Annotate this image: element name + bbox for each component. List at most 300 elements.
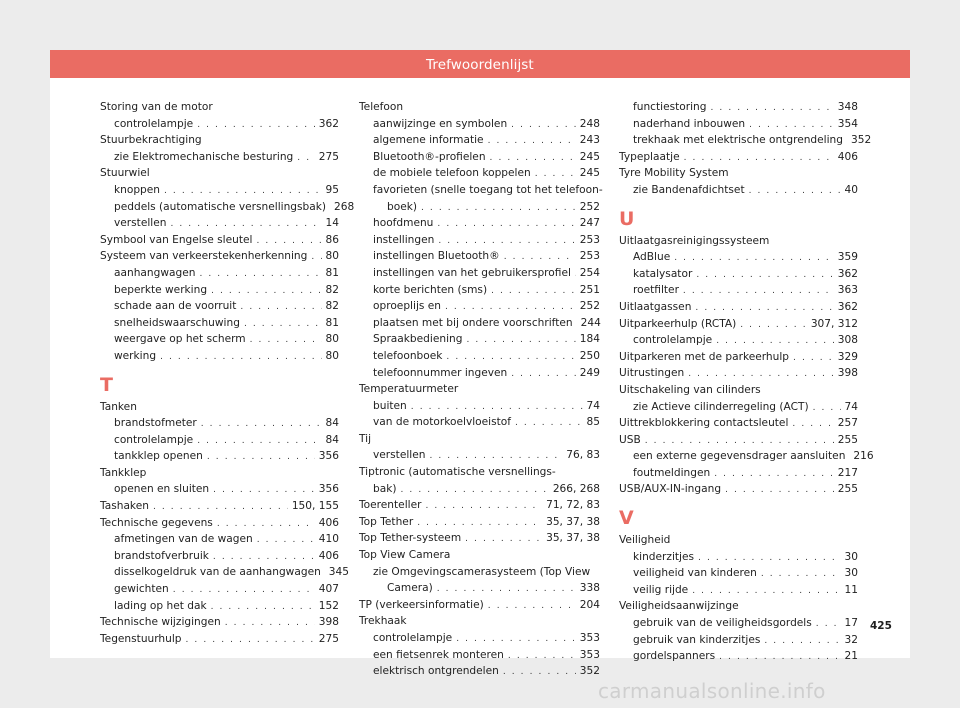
entry-text: plaatsen met bij ondere voorschriften [373,316,573,329]
index-subentry [619,249,858,266]
index-entry [619,481,858,498]
dot-leader [466,332,575,349]
entry-text: naderhand inbouwen [633,117,746,130]
dot-leader [698,550,840,567]
entry-page-ref: 217 [837,466,858,479]
index-entry [100,399,339,416]
entry-text: kinderzitjes [633,550,695,563]
entry-text: trekhaak met elektrische ontgrendeling [633,134,843,147]
entry-text: Symbool van Engelse sleutel [100,233,253,246]
page-title: Trefwoordenlijst [426,57,534,73]
entry-page-ref: 245 [579,167,600,180]
entry-text: oproeplijs en [373,300,442,313]
dot-leader [164,183,322,200]
index-subentry [100,116,339,133]
dot-leader [240,299,321,316]
dot-leader [244,316,322,333]
dot-leader [211,283,321,300]
entry-page-ref: 249 [579,366,600,379]
dot-leader [764,633,840,650]
index-entry [100,614,339,631]
index-subentry [100,432,339,449]
page-number: 425 [870,620,892,632]
dot-leader [417,515,542,532]
entry-text: zie Omgevingscamerasysteem (Top View [373,565,591,578]
index-entry [359,514,600,531]
dot-leader [488,598,576,615]
entry-page-ref: 329 [837,350,858,363]
dot-leader [740,317,807,334]
dot-leader [199,266,321,283]
dot-leader [504,249,576,266]
entry-text: Stuurbekrachtiging [100,134,202,147]
index-entry [359,464,600,481]
index-subentry [359,199,600,216]
entry-text: veiligheid van kinderen [633,567,757,580]
index-subentry [619,282,858,299]
index-subentry [100,315,339,332]
entry-page-ref: 152 [318,599,339,612]
dot-leader [714,466,834,483]
index-subentry [359,447,600,464]
entry-text: Telefoon [359,101,404,113]
entry-text: Camera) [387,582,433,595]
entry-text: Bluetooth®-profielen [373,150,486,163]
index-column-2 [359,99,603,680]
dot-leader [508,648,576,665]
entry-text: snelheidswaarschuwing [114,316,240,329]
entry-page-ref: 216 [853,450,874,463]
dot-leader [793,350,834,367]
dot-leader [761,566,841,583]
dot-leader [173,582,315,599]
entry-page-ref: 11 [844,583,858,596]
dot-leader [257,532,315,549]
index-subentry [619,648,858,665]
entry-page-ref: 257 [837,417,858,430]
entry-text: controlelampje [373,632,453,644]
entry-text: een fietsenrek monteren [373,648,504,661]
entry-text: veilig rijde [633,583,689,596]
entry-text: gordelspanners [633,650,716,663]
entry-page-ref: 255 [837,483,858,496]
entry-page-ref: 32 [844,633,858,646]
dot-leader [688,366,834,383]
index-subentry [100,564,350,581]
dot-leader [719,649,840,666]
dot-leader [445,299,576,316]
dot-leader [438,233,575,250]
entry-page-ref: 248 [579,117,600,130]
entry-page-ref: 76, 83 [566,449,600,462]
entry-text: disselkogeldruk van de aanhangwagen [114,566,321,579]
dot-leader [692,583,840,600]
entry-page-ref: 35, 37, 38 [546,532,600,545]
dot-leader [503,664,576,681]
dot-leader [421,200,576,217]
dot-leader [153,499,288,516]
entry-page-ref: 247 [579,217,600,230]
index-subentry [619,582,858,599]
index-column-3 [619,99,874,665]
entry-text: Systeem van verkeerstekenherkenning [100,250,308,263]
entry-page-ref: 81 [325,316,339,329]
entry-text: boek) [387,200,417,213]
entry-text: foutmeldingen [633,466,711,479]
entry-text: TP (verkeersinformatie) [359,598,484,611]
dot-leader [256,233,321,250]
entry-text: brandstofmeter [114,417,197,430]
dot-leader [197,117,315,134]
entry-text: Tankklep [100,466,147,479]
entry-page-ref: 71, 72, 83 [546,499,600,512]
index-subentry [100,348,339,365]
entry-text: favorieten (snelle toegang tot het telefoon- [373,183,603,196]
entry-page-ref: 17 [844,617,858,630]
dot-leader [749,117,834,134]
entry-text: functiestoring [633,101,707,113]
index-entry [619,149,858,166]
dot-leader [437,581,576,598]
index-subentry [100,298,339,315]
index-entry [100,515,339,532]
index-subentry [619,632,858,649]
entry-page-ref: 353 [579,648,600,661]
entry-text: Tashaken [100,500,149,513]
index-entry [619,165,858,182]
dot-leader [674,250,834,267]
index-subentry [619,615,858,632]
section-letter: T [100,373,113,396]
dot-leader [716,333,834,350]
entry-text: afmetingen van de wagen [114,533,253,546]
index-entry [619,432,858,449]
entry-page-ref: 40 [844,183,858,196]
index-subentry [619,448,874,465]
index-subentry [619,465,858,482]
entry-text: knoppen [114,183,161,196]
entry-page-ref: 362 [318,117,339,130]
dot-leader [683,283,834,300]
index-subentry [100,531,339,548]
entry-text: Veiligheid [619,534,671,547]
dot-leader [160,349,321,366]
dot-leader [511,366,576,383]
entry-text: Uitparkeerhulp (RCTA) [619,317,737,330]
entry-text: Tiptronic (automatische versnellings- [359,466,556,479]
index-subentry [359,398,600,415]
dot-leader [213,549,315,566]
entry-text: Technische wijzigingen [100,616,221,629]
dot-leader [446,349,575,366]
dot-leader [725,482,834,499]
entry-text: Uittrekblokkering contactsleutel [619,417,789,430]
entry-text: telefoonnummer ingeven [373,366,508,379]
entry-text: instellingen van het gebruikersprofiel [373,266,571,279]
entry-page-ref: 352 [579,665,600,678]
entry-page-ref: 275 [318,632,339,645]
index-subentry [359,365,600,382]
index-subentry [100,265,339,282]
entry-text: USB [619,433,641,446]
entry-page-ref: 243 [579,134,600,147]
dot-leader [645,433,834,450]
entry-text: zie Actieve cilinderregeling (ACT) [633,400,809,413]
dot-leader [511,117,576,134]
index-entry [619,532,858,549]
entry-page-ref: 84 [325,417,339,430]
index-entry [619,299,858,316]
entry-page-ref: 84 [325,433,339,446]
entry-page-ref: 252 [579,300,600,313]
entry-page-ref: 406 [318,516,339,529]
entry-text: gebruik van kinderzitjes [633,633,761,646]
index-entry [100,498,339,515]
entry-page-ref: 338 [579,582,600,595]
entry-text: algemene informatie [373,134,484,147]
watermark: carmanualsonline.info [598,679,826,703]
entry-page-ref: 407 [318,583,339,596]
entry-text: elektrisch ontgrendelen [373,665,499,678]
entry-page-ref: 354 [837,117,858,130]
index-subentry [100,199,355,216]
index-subentry [100,215,339,232]
index-subentry [619,549,858,566]
entry-text: Storing van de motor [100,101,213,113]
dot-leader [491,283,576,300]
entry-page-ref: 80 [325,349,339,362]
dot-leader [211,599,315,616]
index-subentry [359,215,600,232]
index-entry [100,465,339,482]
entry-text: AdBlue [633,251,671,264]
entry-page-ref: 254 [579,266,600,279]
entry-text: instellingen Bluetooth® [373,250,500,263]
index-entry [359,99,600,116]
entry-text: Tanken [100,400,137,413]
entry-text: gewichten [114,583,169,596]
entry-text: Uitlaatgassen [619,300,692,313]
index-subentry [100,598,339,615]
entry-page-ref: 362 [837,300,858,313]
entry-page-ref: 307, 312 [810,317,858,330]
index-subentry [359,564,600,581]
entry-text: een externe gegevensdrager aansluiten [633,450,846,463]
index-entry [100,99,339,116]
entry-page-ref: 362 [837,267,858,280]
entry-page-ref: 275 [318,150,339,163]
entry-text: Stuurwiel [100,167,150,180]
dot-leader [170,216,321,233]
entry-text: peddels (automatische versnellingsbak) [114,200,327,213]
entry-text: hoofdmenu [373,217,434,230]
dot-leader [490,150,576,167]
entry-page-ref: 363 [837,284,858,297]
index-entry [619,233,858,250]
index-subentry [359,331,600,348]
index-subentry [619,132,872,149]
entry-page-ref: 252 [579,200,600,213]
entry-text: Tegenstuurhulp [100,632,182,645]
dot-leader [197,433,321,450]
entry-text: weergave op het scherm [114,333,246,346]
dot-leader [456,631,576,648]
dot-leader [535,166,576,183]
entry-page-ref: 398 [318,616,339,629]
index-subentry [359,132,600,149]
dot-leader [425,498,542,515]
dot-leader [488,133,576,150]
entry-page-ref: 74 [586,399,600,412]
entry-text: Spraakbediening [373,333,463,346]
entry-text: controlelampje [633,334,713,347]
index-subentry [359,248,600,265]
entry-page-ref: 268 [334,200,355,213]
entry-text: tankklep openen [114,450,203,463]
entry-text: zie Bandenafdichtset [633,183,745,196]
entry-page-ref: 345 [328,566,350,579]
entry-page-ref: 184 [579,333,600,346]
entry-text: Trekhaak [359,615,407,628]
index-subentry [619,99,858,116]
entry-page-ref: 244 [580,316,601,329]
entry-page-ref: 250 [579,349,600,362]
dot-leader [684,150,834,167]
entry-text: aanhangwagen [114,266,196,279]
index-subentry [619,399,858,416]
entry-page-ref: 255 [837,433,858,446]
index-entry [100,232,339,249]
entry-text: Uitrustingen [619,367,685,380]
dot-leader [711,100,834,117]
dot-leader [792,416,833,433]
entry-text: Technische gegevens [100,516,213,529]
entry-text: aanwijzinge en symbolen [373,117,508,130]
dot-leader [411,399,583,416]
index-subentry [359,182,603,199]
index-entry [619,316,858,333]
index-subentry [619,266,858,283]
dot-leader [225,615,315,632]
entry-page-ref: 356 [318,450,339,463]
entry-page-ref: 308 [837,334,858,347]
index-entry [359,431,600,448]
index-subentry [359,282,600,299]
index-subentry [359,116,600,133]
entry-text: Uitlaatgasreinigingssysteem [619,234,770,247]
index-subentry [619,182,858,199]
entry-page-ref: 359 [837,251,858,264]
entry-text: Tyre Mobility System [619,167,729,180]
entry-page-ref: 82 [325,283,339,296]
entry-text: gebruik van de veiligheidsgordels [633,617,812,630]
entry-text: Toerenteller [359,499,422,512]
index-entry [100,132,339,149]
index-subentry [100,581,339,598]
index-subentry [100,149,339,166]
index-subentry [100,481,339,498]
entry-text: verstellen [373,449,426,462]
entry-page-ref: 266, 268 [552,482,600,495]
dot-leader [575,266,576,283]
index-subentry [359,481,600,498]
entry-page-ref: 35, 37, 38 [546,515,600,528]
entry-page-ref: 406 [318,549,339,562]
index-column-1 [100,99,355,647]
dot-leader [400,482,548,499]
index-subentry [359,630,600,647]
entry-page-ref: 398 [837,367,858,380]
index-entry [619,382,858,399]
index-subentry [359,580,600,597]
dot-leader [250,332,322,349]
entry-page-ref: 251 [579,283,600,296]
entry-page-ref: 86 [325,233,339,246]
entry-text: verstellen [114,217,167,230]
index-entry [100,631,339,648]
entry-text: zie Elektromechanische besturing [114,150,294,163]
entry-text: brandstofverbruik [114,549,209,562]
index-entry [619,349,858,366]
index-subentry [619,332,858,349]
entry-text: instellingen [373,233,435,246]
entry-page-ref: 80 [325,333,339,346]
index-subentry [359,414,600,431]
index-entry [359,530,600,547]
index-subentry [359,298,600,315]
entry-page-ref: 204 [579,598,600,611]
index-subentry [359,663,600,680]
index-subentry [359,647,600,664]
index-subentry [619,116,858,133]
entry-text: telefoonboek [373,349,443,362]
entry-text: Uitschakeling van cilinders [619,383,761,396]
index-entry [359,547,600,564]
entry-text: korte berichten (sms) [373,283,488,296]
entry-page-ref: 348 [837,101,858,113]
entry-page-ref: 352 [851,134,872,147]
entry-text: katalysator [633,267,693,280]
entry-text: de mobiele telefoon koppelen [373,167,531,180]
entry-text: Typeplaatje [619,150,680,163]
entry-page-ref: 150, 155 [291,500,339,513]
entry-page-ref: 353 [579,632,600,644]
index-subentry [359,348,600,365]
entry-page-ref: 356 [318,483,339,496]
entry-page-ref: 14 [325,217,339,230]
entry-page-ref: 21 [844,650,858,663]
dot-leader [429,448,562,465]
entry-page-ref: 30 [844,550,858,563]
entry-text: openen en sluiten [114,483,210,496]
entry-text: controlelampje [114,117,194,130]
entry-text: beperkte werking [114,283,208,296]
entry-page-ref: 253 [579,233,600,246]
dot-leader [186,632,315,649]
entry-text: Veiligheidsaanwijzinge [619,600,739,613]
entry-text: roetfilter [633,284,679,297]
entry-text: Tij [359,432,372,445]
index-entry [619,415,858,432]
index-subentry [359,265,600,282]
dot-leader [297,150,314,167]
dot-leader [437,216,575,233]
dot-leader [465,531,542,548]
index-subentry [359,165,600,182]
index-entry [619,598,858,615]
dot-leader [217,516,315,533]
entry-text: lading op het dak [114,599,207,612]
